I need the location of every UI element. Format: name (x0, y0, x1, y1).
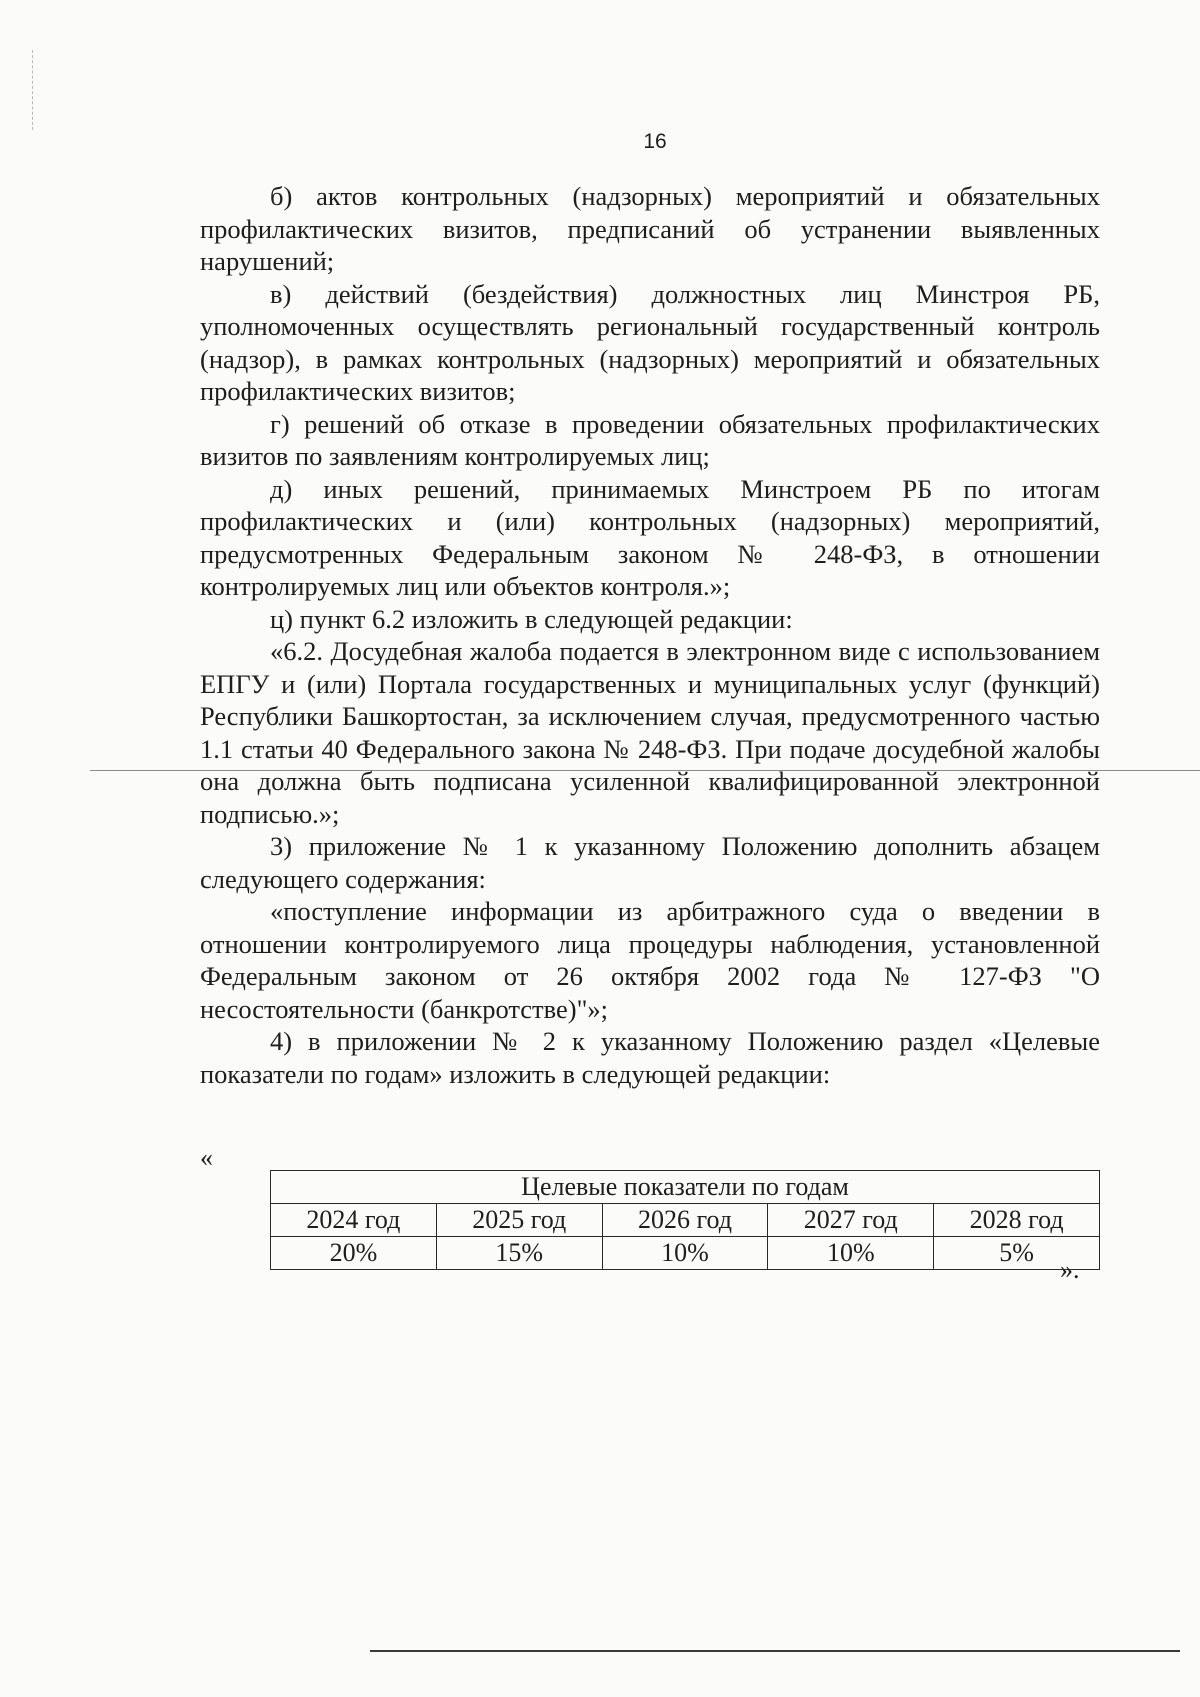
paragraph-g: г) решений об отказе в проведении обязательных профилактических визитов по заявлениям контролируемых лиц; (200, 408, 1100, 471)
table-cell-year: 2026 год (602, 1204, 768, 1237)
page-number: 16 (643, 130, 667, 153)
table-cell-year: 2024 год (271, 1204, 437, 1237)
paragraph-6-2: «6.2. Досудебная жалоба подается в электронном виде с использованием ЕПГУ и (или) Портала государственных и муниципальных услуг (функций) Республики Башкортостан, за исключением случая, предусмотренного частью 1.1 статьи 40 Федерального закона № 248-ФЗ. При подаче досудебной жалобы она должна быть подписана усиленной квалифицированной электронной подписью.»; (200, 636, 1100, 829)
paragraph-ts: ц) пункт 6.2 изложить в следующей редакции: (270, 603, 793, 634)
table-header-row (271, 1171, 1100, 1204)
table-cell-value: 20% (271, 1237, 437, 1270)
table-cell-year: 2025 год (436, 1204, 602, 1237)
scan-edge-mark (32, 50, 34, 130)
open-quote: « (200, 1143, 213, 1172)
table-row-years (271, 1204, 1100, 1237)
paragraph-d: д) иных решений, принимаемых Минстроем РБ по итогам профилактических и (или) контрольных (надзорных) мероприятий, предусмотренных Федеральным законом № 248-ФЗ, в отношении контролируемых лиц или объектов контроля.»; (200, 473, 1100, 601)
scan-fold-line (90, 770, 1200, 771)
paragraph-3: 3) приложение № 1 к указанному Положению дополнить абзацем следующего содержания: (200, 831, 1100, 894)
bottom-rule (370, 1650, 1180, 1652)
paragraph-4: 4) в приложении № 2 к указанному Положению раздел «Целевые показатели по годам» изложить в следующей редакции: (200, 1026, 1100, 1089)
close-quote: ». (1060, 1255, 1080, 1284)
paragraph-b: б) актов контрольных (надзорных) мероприятий и обязательных профилактических визитов, предписаний об устранении выявленных нарушений; (200, 181, 1100, 276)
table-cell-year: 2027 год (768, 1204, 934, 1237)
table-cell-value: 5% (934, 1237, 1100, 1270)
document-body (200, 180, 1100, 1090)
table-cell-value: 15% (436, 1237, 602, 1270)
table-row-values (271, 1237, 1100, 1270)
table-cell-value: 10% (602, 1237, 768, 1270)
table-cell-year: 2028 год (934, 1204, 1100, 1237)
target-indicators-table (270, 1170, 1100, 1270)
paragraph-quote-bankruptcy: «поступление информации из арбитражного суда о введении в отношении контролируемого лица процедуры наблюдения, установленной Федеральным законом от 26 октября 2002 года № 127-ФЗ "О несостоятельности (банкротстве)"»; (200, 896, 1100, 1024)
table-cell-value: 10% (768, 1237, 934, 1270)
table-header: Целевые показатели по годам (271, 1171, 1100, 1204)
paragraph-v: в) действий (бездействия) должностных лиц Минстроя РБ, уполномоченных осуществлять региональный государственный контроль (надзор), в рамках контрольных (надзорных) мероприятий и обязательных профилактических визитов; (200, 278, 1100, 406)
